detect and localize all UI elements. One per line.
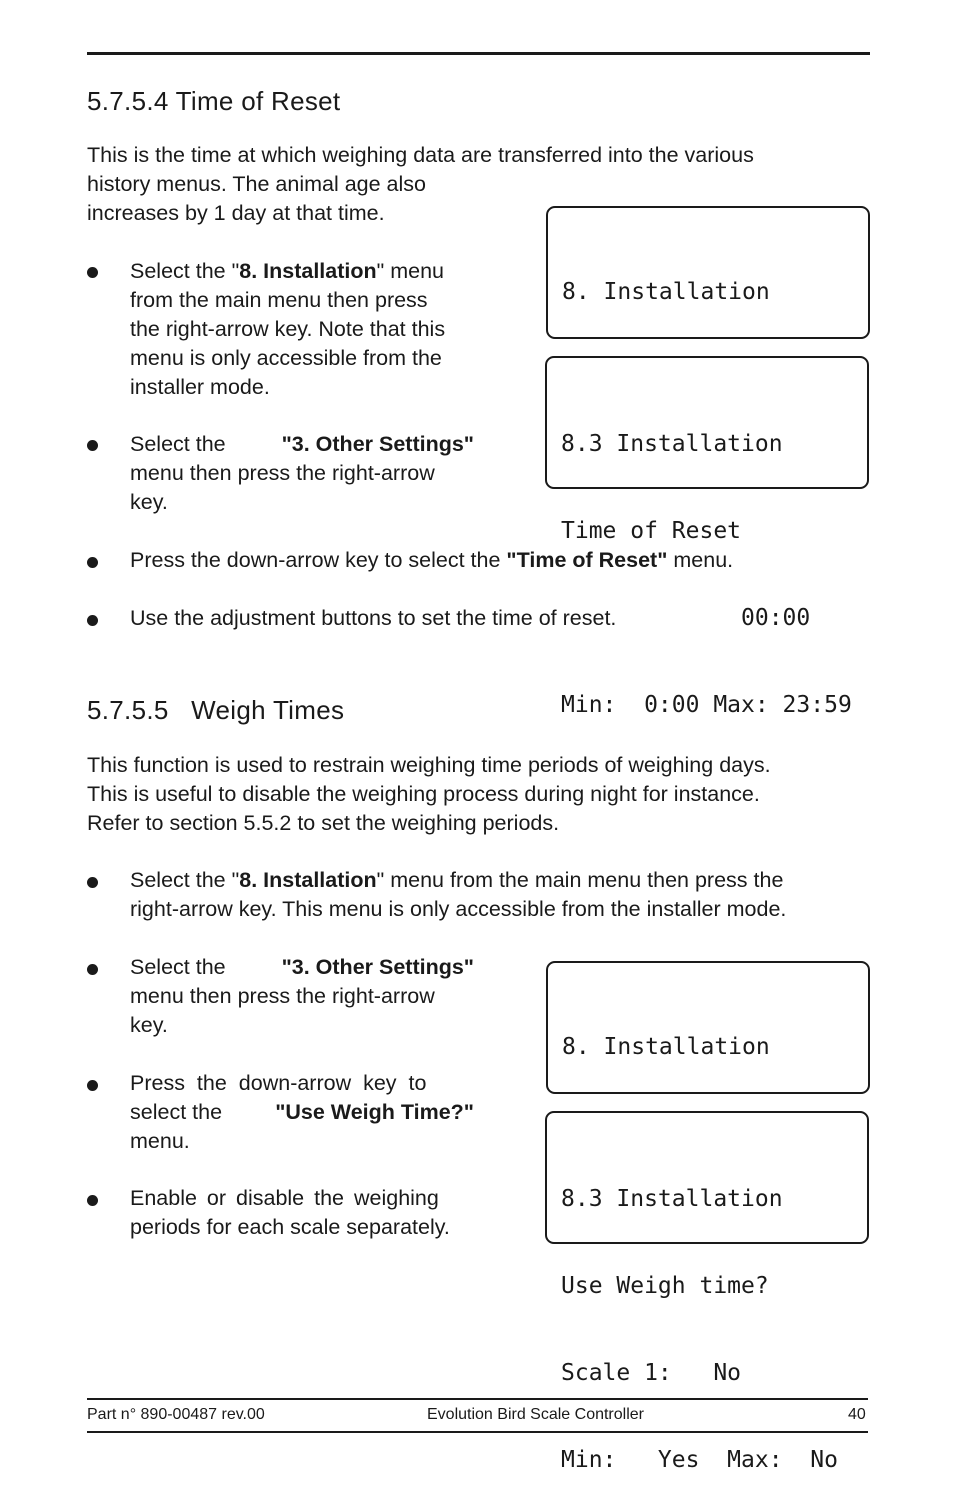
intro-line: increases by 1 day at that time.	[87, 201, 385, 225]
top-rule	[87, 52, 870, 55]
bullet-select-installation: Select the "8. Installation" menu from the main menu then press the right-arrow key. Note that this menu is only accessible from the installer mode.	[130, 259, 446, 399]
intro-line: This function is used to restrain weighing time periods of weighing days.	[87, 753, 771, 777]
bullet-adjustment-buttons: Use the adjustment buttons to set the time of reset.	[130, 606, 617, 630]
bullet-icon	[87, 440, 98, 451]
lcd-display-use-weigh-time: 8.3 Installation Use Weigh time? Scale 1: No Min: Yes Max: No	[545, 1111, 869, 1244]
bullet-icon	[87, 1195, 98, 1206]
intro-line: This is the time at which weighing data are transferred into the various	[87, 143, 754, 167]
bullet-icon	[87, 964, 98, 975]
lcd-display-menu: 8. Installation	[546, 961, 870, 1094]
bullet-select-other-settings: Select the "3. Other Settings" menu then press the right-arrow key.	[130, 432, 474, 514]
intro-line: Refer to section 5.5.2 to set the weighing periods.	[87, 811, 560, 835]
bullet-icon	[87, 557, 98, 568]
bullet-icon	[87, 877, 98, 888]
footer-page-number: 40	[848, 1406, 866, 1423]
footer-bottom-rule	[87, 1431, 868, 1433]
bullet-select-other-settings: Select the "3. Other Settings" menu then press the right-arrow key.	[130, 955, 474, 1037]
footer-top-rule	[87, 1398, 868, 1400]
section2-intro	[87, 751, 877, 838]
bullet-icon	[87, 615, 98, 626]
section-heading-time-of-reset: 5.7.5.4 Time of Reset	[87, 86, 341, 116]
section-heading-weigh-times: 5.7.5.5 Weigh Times	[87, 695, 345, 725]
bullet-icon	[87, 1080, 98, 1091]
intro-line: This is useful to disable the weighing process during night for instance.	[87, 782, 760, 806]
bullet-enable-disable: Enable or disable the weighing periods for each scale separately.	[130, 1186, 450, 1239]
bullet-use-weigh-time: Press the down-arrow key to select the "Use Weigh Time?" menu.	[130, 1071, 474, 1153]
footer-part-number: Part n° 890-00487 rev.00	[87, 1406, 265, 1423]
bullet-select-installation: Select the "8. Installation" menu from the main menu then press the right-arrow key. This menu is only accessible from the installer mode.	[130, 868, 787, 921]
bullet-press-down-arrow: Press the down-arrow key to select the "Time of Reset" menu.	[130, 548, 734, 572]
lcd-display-menu: 8. Installation	[546, 206, 870, 339]
intro-line: history menus. The animal age also	[87, 172, 427, 196]
footer-document-title: Evolution Bird Scale Controller	[427, 1406, 644, 1423]
lcd-display-time-of-reset: 8.3 Installation Time of Reset 00:00 Min: 0:00 Max: 23:59	[545, 356, 869, 489]
bullet-icon	[87, 267, 98, 278]
